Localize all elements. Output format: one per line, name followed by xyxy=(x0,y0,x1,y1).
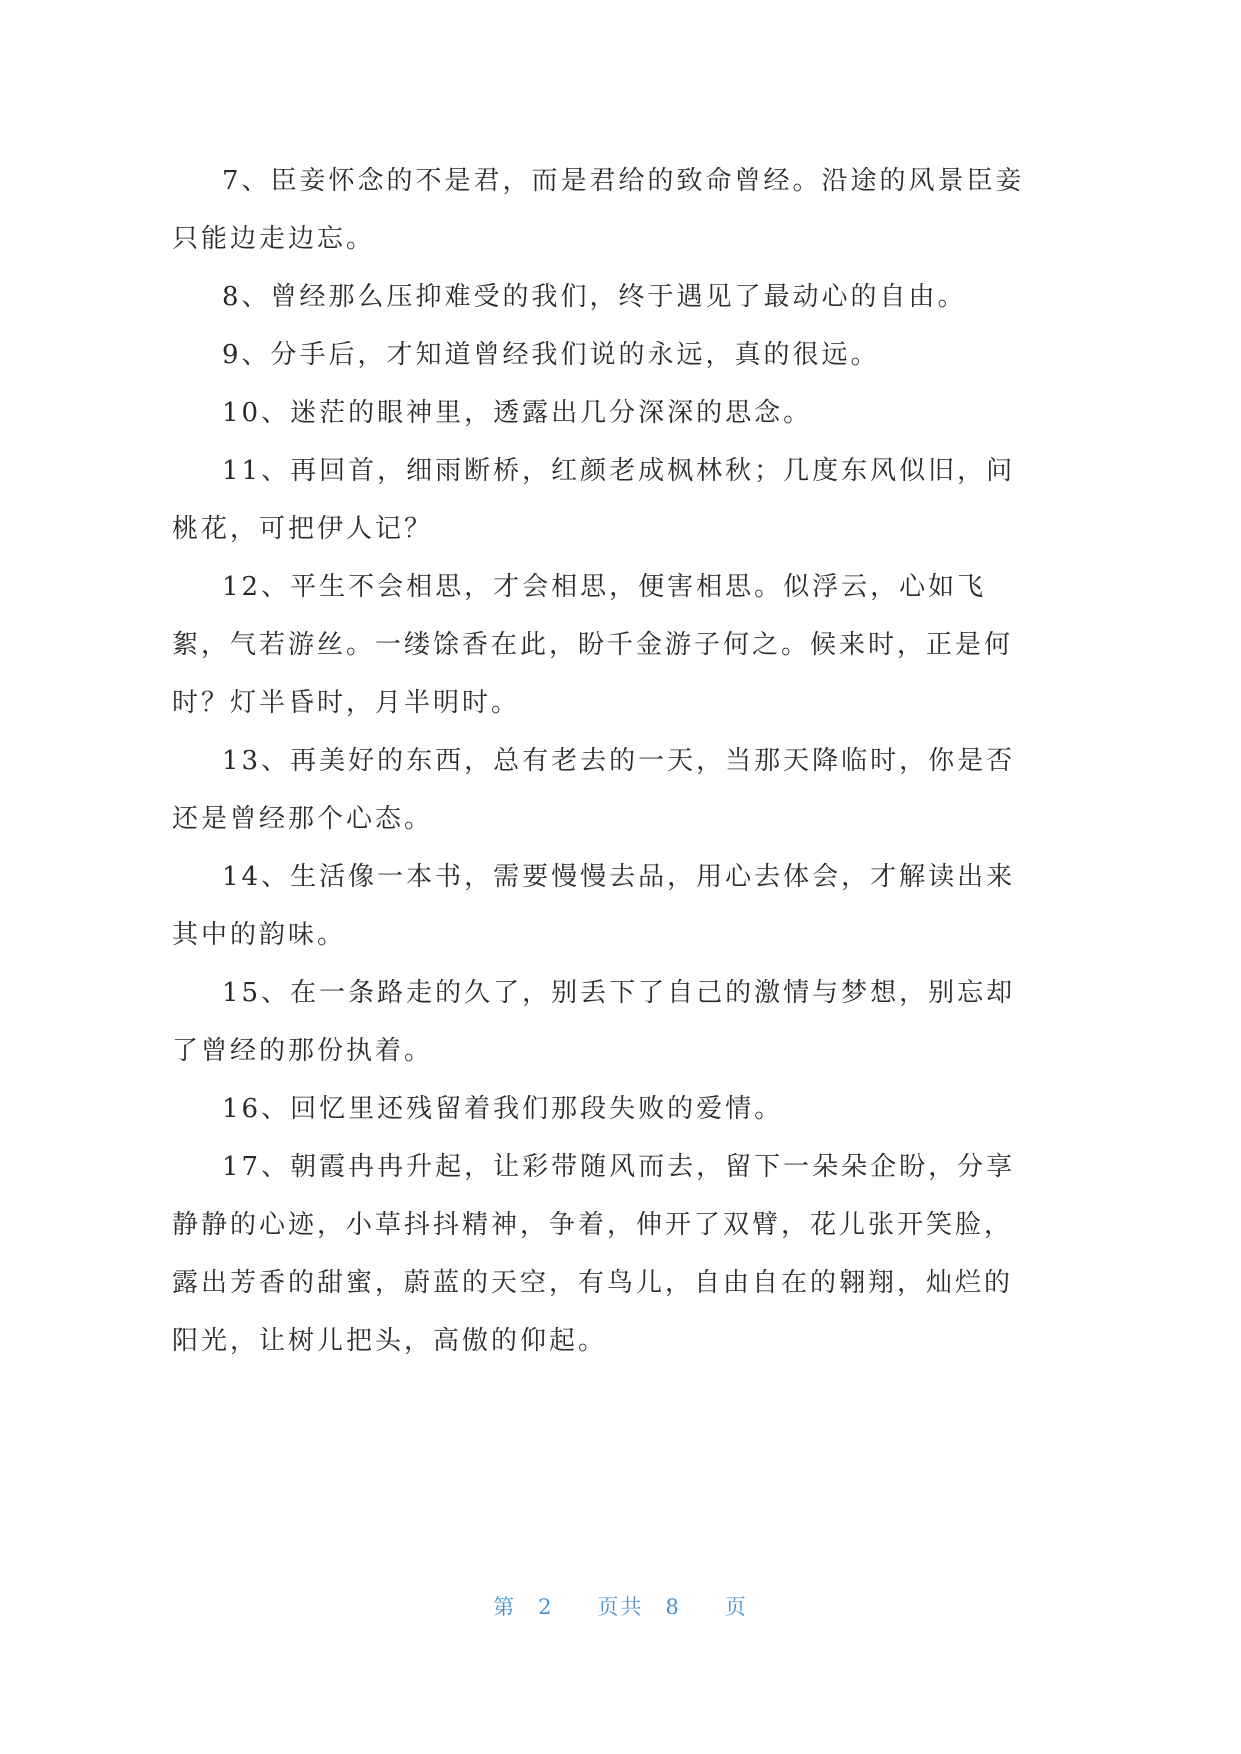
paragraph-7-line-2: 只能边走边忘。 xyxy=(172,224,376,254)
paragraph-17-line-3: 露出芳香的甜蜜，蔚蓝的天空，有鸟儿，自由自在的翱翔，灿烂的 xyxy=(172,1268,1014,1298)
paragraph-12-line-1: 12、平生不会相思，才会相思，便害相思。似浮云，心如飞 xyxy=(222,572,987,602)
paragraph-11-line-1: 11、再回首，细雨断桥，红颜老成枫林秋；几度东风似旧，问 xyxy=(222,456,1016,486)
paragraph-16-line-1: 16、回忆里还残留着我们那段失败的爱情。 xyxy=(222,1094,784,1124)
page-number-footer xyxy=(0,1593,1241,1621)
paragraph-11-line-2: 桃花，可把伊人记？ xyxy=(172,514,434,544)
paragraph-13-line-2: 还是曾经那个心态。 xyxy=(172,804,434,834)
paragraph-12-line-3: 时？灯半昏时，月半明时。 xyxy=(172,688,521,718)
paragraph-12-line-2: 絮，气若游丝。一缕馀香在此，盼千金游子何之。候来时，正是何 xyxy=(172,630,1014,660)
paragraph-15-line-2: 了曾经的那份执着。 xyxy=(172,1036,434,1066)
paragraph-14-line-1: 14、生活像一本书，需要慢慢去品，用心去体会，才解读出来 xyxy=(222,862,1016,892)
footer-total-pages: 8 xyxy=(665,1595,681,1619)
paragraph-14-line-2: 其中的韵味。 xyxy=(172,920,347,950)
footer-suffix: 页 xyxy=(724,1595,748,1619)
paragraph-17-line-1: 17、朝霞冉冉升起，让彩带随风而去，留下一朵朵企盼，分享 xyxy=(222,1152,1016,1182)
paragraph-7-line-1: 7、臣妾怀念的不是君，而是君给的致命曾经。沿途的风景臣妾 xyxy=(222,166,1025,196)
paragraph-17-line-2: 静静的心迹，小草抖抖精神，争着，伸开了双臂，花儿张开笑脸， xyxy=(172,1210,1014,1240)
footer-current-page: 2 xyxy=(538,1595,554,1619)
paragraph-17-line-4: 阳光，让树儿把头，高傲的仰起。 xyxy=(172,1326,608,1356)
footer-middle: 页共 xyxy=(597,1595,644,1619)
paragraph-15-line-1: 15、在一条路走的久了，别丢下了自己的激情与梦想，别忘却 xyxy=(222,978,1016,1008)
footer-prefix: 第 xyxy=(493,1595,517,1619)
paragraph-10-line-1: 10、迷茫的眼神里，透露出几分深深的思念。 xyxy=(222,398,813,428)
paragraph-8-line-1: 8、曾经那么压抑难受的我们，终于遇见了最动心的自由。 xyxy=(222,282,967,312)
paragraph-13-line-1: 13、再美好的东西，总有老去的一天，当那天降临时，你是否 xyxy=(222,746,1016,776)
paragraph-9-line-1: 9、分手后，才知道曾经我们说的永远，真的很远。 xyxy=(222,340,880,370)
